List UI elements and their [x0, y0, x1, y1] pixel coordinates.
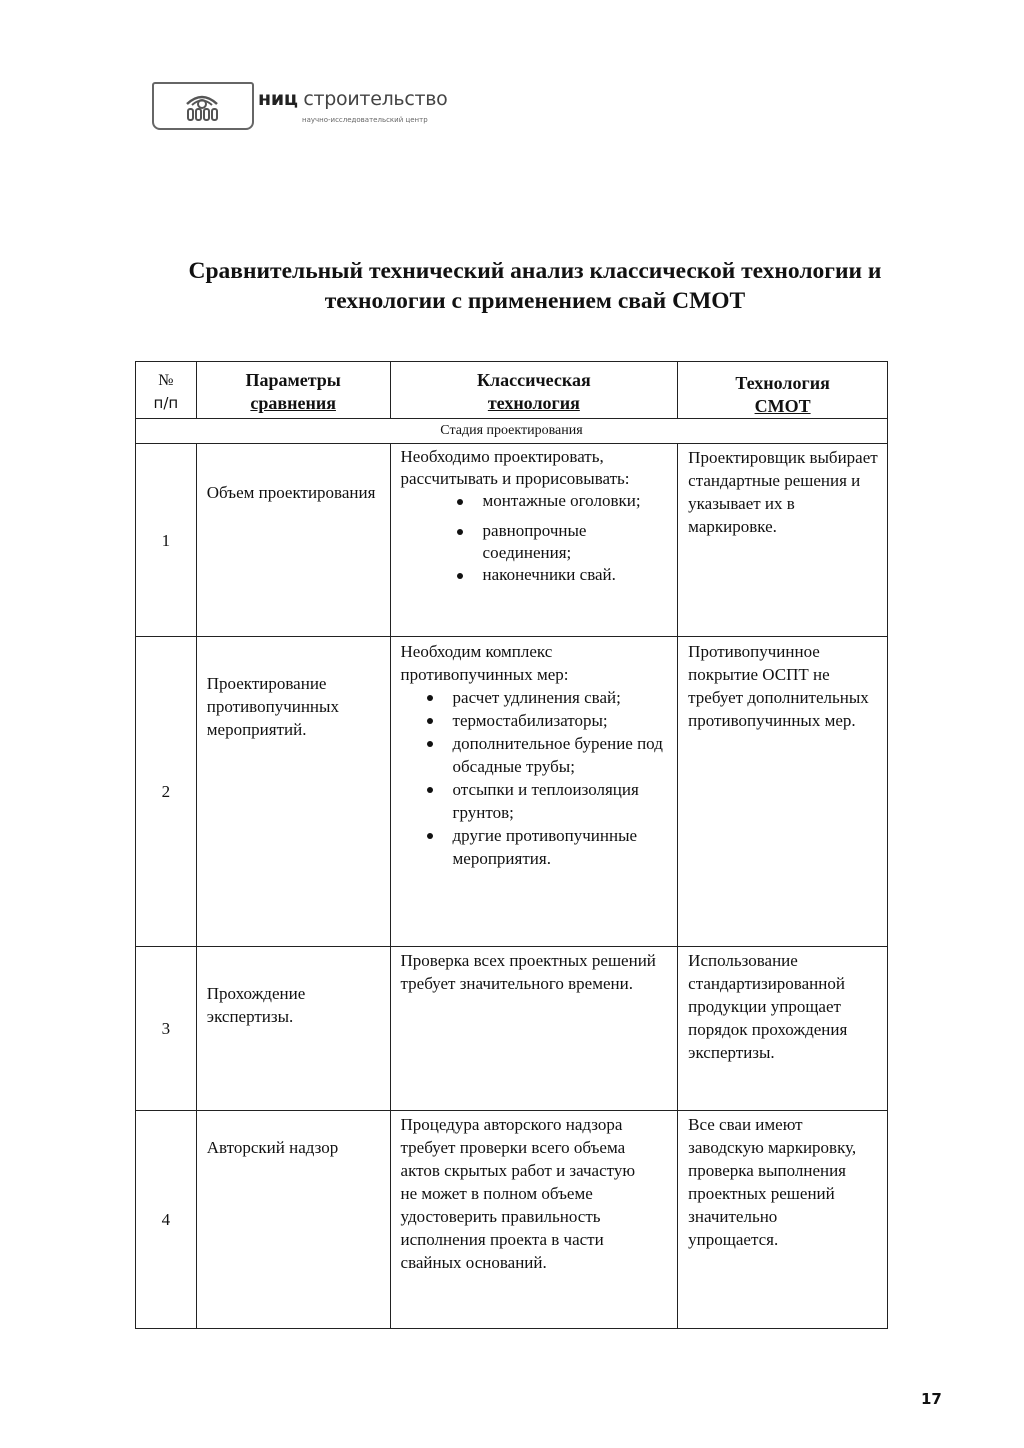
classic-intro: Необходимо проектировать, рассчитывать и прорисовывать:: [400, 447, 630, 488]
document-title: [120, 256, 950, 316]
classic-intro: Необходим комплекс противопучинных мер:: [400, 642, 569, 684]
classic-list: [401, 686, 669, 870]
row-smot: Все сваи имеют заводскую маркировку, проверка выполнения проектных решений значительно упрощается.: [678, 1111, 888, 1329]
table-row: [136, 444, 888, 637]
comparison-table: [135, 361, 888, 1329]
row-smot: Проектировщик выбирает стандартные решения и указывает их в маркировке.: [678, 444, 888, 637]
list-item: расчет удлинения свай;: [453, 686, 669, 709]
table-row: [136, 637, 888, 947]
row-smot: Противопучинное покрытие ОСПТ не требует дополнительных противопучинных мер.: [678, 637, 888, 947]
row-classic: [390, 637, 678, 947]
row-number: 4: [136, 1111, 197, 1329]
row-param: Прохождение экспертизы.: [196, 947, 390, 1111]
table-header-row: [136, 362, 888, 419]
list-item: дополнительное бурение под обсадные трубы;: [453, 732, 669, 778]
row-param: Объем проектирования: [196, 444, 390, 637]
logo-name-bold: ниц: [258, 88, 298, 110]
logo-name: [258, 88, 447, 110]
header-smot-line-2: СМОТ: [754, 396, 811, 416]
list-item: наконечники свай.: [483, 564, 669, 586]
header-classic-line-1: Классическая: [477, 370, 591, 390]
header-num-line-2: п/п: [153, 394, 179, 412]
row-classic: [390, 444, 678, 637]
logo-subtitle: научно-исследовательский центр: [302, 116, 428, 124]
header-classic-line-2: технология: [487, 393, 580, 413]
list-item: другие противопучинные мероприятия.: [453, 824, 669, 870]
row-number: 1: [136, 444, 197, 637]
row-number: 2: [136, 637, 197, 947]
table-row: [136, 1111, 888, 1329]
table-row: [136, 947, 888, 1111]
header-num-line-1: №: [158, 372, 174, 389]
header-params: [196, 362, 390, 419]
classic-continuation: не может в полном объеме удостоверить правильность исполнения проекта в части свайных оснований.: [400, 1184, 604, 1272]
logo-frame: [152, 82, 254, 130]
header-num: [136, 362, 197, 419]
list-item: монтажные оголовки;: [483, 490, 669, 512]
header-params-line-2: сравнения: [250, 393, 336, 413]
classic-list: [401, 490, 669, 586]
stage-row: [136, 419, 888, 444]
stage-label: Стадия проектирования: [136, 419, 888, 444]
row-param: Проектирование противопучинных мероприятий.: [196, 637, 390, 947]
row-classic: [390, 1111, 678, 1329]
title-line-2: технологии с применением свай СМОТ: [324, 288, 746, 314]
list-item: термостабилизаторы;: [453, 709, 669, 732]
header-smot-line-1: Технология: [735, 373, 830, 393]
classic-intro: Процедура авторского надзора требует проверки всего объема актов скрытых работ и зачастую: [400, 1115, 636, 1180]
row-smot: Использование стандартизированной продукции упрощает порядок прохождения экспертизы.: [678, 947, 888, 1111]
header-smot: [678, 362, 888, 419]
row-number: 3: [136, 947, 197, 1111]
building-icon: [184, 90, 220, 122]
page-number: 17: [921, 1390, 942, 1408]
logo-name-text: строительство: [303, 88, 448, 110]
list-item: равнопрочные соединения;: [483, 520, 669, 564]
row-param: Авторский надзор: [196, 1111, 390, 1329]
header-classic: [390, 362, 678, 419]
list-item: отсыпки и теплоизоляция грунтов;: [453, 778, 669, 824]
header-params-line-1: Параметры: [245, 370, 341, 390]
company-logo: [152, 82, 462, 128]
title-line-1: Сравнительный технический анализ классической технологии и: [188, 258, 882, 284]
row-classic: Проверка всех проектных решений требует значительного времени.: [390, 947, 678, 1111]
